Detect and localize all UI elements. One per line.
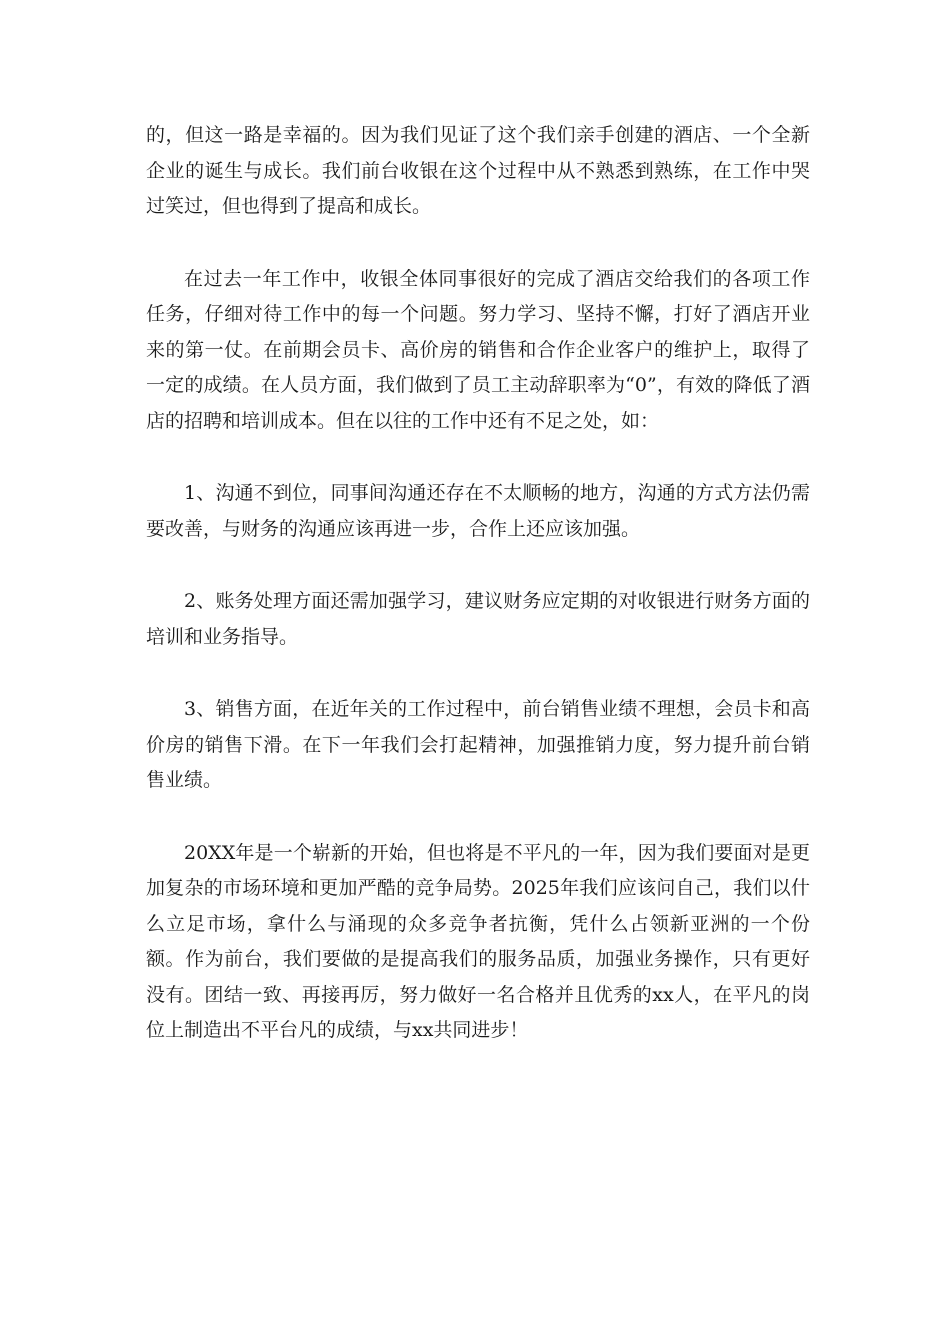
paragraph-1: 的，但这一路是幸福的。因为我们见证了这个我们亲手创建的酒店、一个全新企业的诞生与成长。我们前台收银在这个过程中从不熟悉到熟练，在工作中哭过笑过，但也得到了提高和成长。 bbox=[146, 124, 810, 217]
paragraph-6: 20XX年是一个崭新的开始，但也将是不平凡的一年，因为我们要面对是更加复杂的市场环境和更加严酷的竞争局势。2025年我们应该问自己，我们以什么立足市场，拿什么与涌现的众多竞争者抗衡，凭什么占领新亚洲的一个份额。作为前台，我们要做的是提高我们的服务品质，加强业务操作，只有更好没有。团结一致、再接再厉，努力做好一名合格并且优秀的xx人，在平凡的岗位上制造出不平台凡的成绩，与xx共同进步！ bbox=[146, 841, 810, 1041]
paragraph-2: 在过去一年工作中，收银全体同事很好的完成了酒店交给我们的各项工作任务，仔细对待工作中的每一个问题。努力学习、坚持不懈，打好了酒店开业来的第一仗。在前期会员卡、高价房的销售和合作企业客户的维护上，取得了一定的成绩。在人员方面，我们做到了员工主动辞职率为“0”，有效的降低了酒店的招聘和培训成本。但在以往的工作中还有不足之处，如： bbox=[146, 267, 810, 432]
paragraph-5: 3、销售方面，在近年关的工作过程中，前台销售业绩不理想，会员卡和高价房的销售下滑。在下一年我们会打起精神，加强推销力度，努力提升前台销售业绩。 bbox=[146, 698, 810, 791]
paragraph-4: 2、账务处理方面还需加强学习，建议财务应定期的对收银进行财务方面的培训和业务指导。 bbox=[146, 590, 810, 648]
paragraph-3: 1、沟通不到位，同事间沟通还存在不太顺畅的地方，沟通的方式方法仍需要改善，与财务的沟通应该再进一步，合作上还应该加强。 bbox=[146, 482, 810, 540]
document-page bbox=[146, 118, 810, 1049]
